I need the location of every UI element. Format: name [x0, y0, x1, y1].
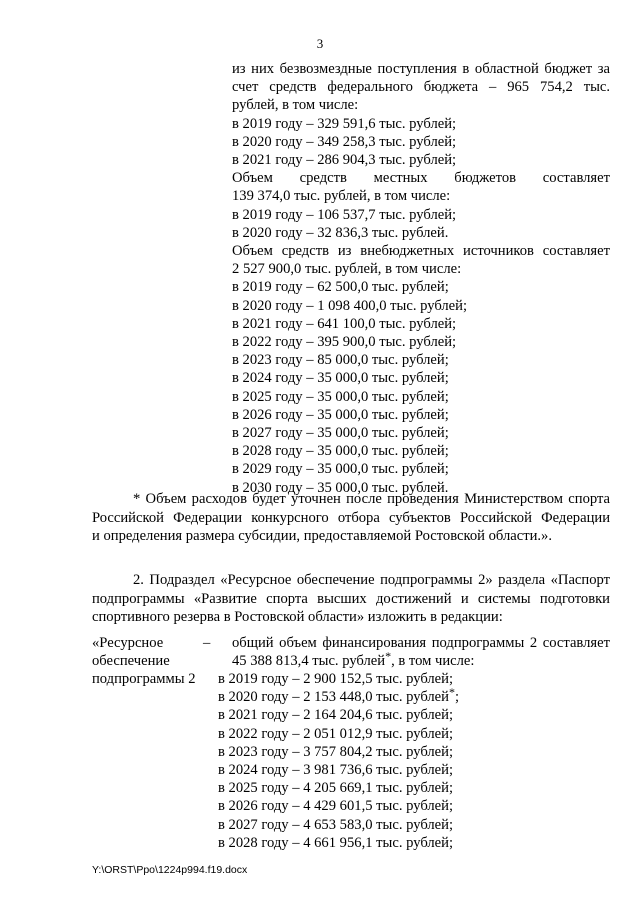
footnote-marker: * [448, 685, 455, 700]
text-line: в 2026 году – 35 000,0 тыс. рублей; [232, 406, 449, 423]
year-line: в 2023 году – 3 757 804,2 тыс. рублей; [218, 743, 454, 760]
text-line: спортивного резерва в Ростовской области» изложить в редакции: [92, 609, 503, 626]
text-line: рублей, в том числе: [232, 97, 359, 114]
resources-dash: – [203, 635, 211, 651]
year-line: в 2019 году – 2 900 152,5 тыс. рублей; [218, 671, 454, 687]
year-line: в 2021 году – 2 164 204,6 тыс. рублей; [218, 707, 454, 724]
year-line: в 2020 году – 2 153 448,0 тыс. рублей*; [218, 685, 460, 706]
text-line: в 2019 году – 329 591,6 тыс. рублей; [232, 115, 457, 132]
text-line: в 2027 году – 35 000,0 тыс. рублей; [232, 425, 449, 442]
text-line: в 2019 году – 106 537,7 тыс. рублей; [232, 206, 457, 223]
text-line: в 2019 году – 62 500,0 тыс. рублей; [232, 279, 449, 296]
text-line: в 2020 году – 32 836,3 тыс. рублей. [232, 224, 449, 241]
text-line: 2. Подраздел «Ресурсное обеспечение подпрограммы 2» раздела «Паспорт [133, 572, 610, 588]
year-line: в 2022 году – 2 051 012,9 тыс. рублей; [218, 725, 454, 742]
text-line: в 2021 году – 641 100,0 тыс. рублей; [232, 315, 457, 332]
text-line: 139 374,0 тыс. рублей, в том числе: [232, 188, 451, 205]
text-line: подпрограммы 2 [92, 671, 196, 688]
text-line: в 2020 году – 1 098 400,0 тыс. рублей; [232, 297, 468, 314]
text-line: 45 388 813,4 тыс. рублей*, в том числе: [232, 649, 475, 670]
page-number: 3 [316, 36, 324, 51]
text-line: в 2022 году – 395 900,0 тыс. рублей; [232, 334, 457, 351]
text-line: в 2030 году – 35 000,0 тыс. рублей. [232, 479, 449, 496]
section-2-paragraph [92, 571, 610, 627]
text-line: Объем средств из внебюджетных источников составляет [232, 243, 610, 260]
text-line: подпрограммы «Развитие спорта высших достижений и системы подготовки [92, 590, 610, 607]
text-line: счет средств федерального бюджета – 965 754,2 тыс. [232, 79, 610, 96]
text-line: в 2020 году – 349 258,3 тыс. рублей; [232, 133, 457, 150]
text-line: * Объем расходов будет уточнен после проведения Министерством спорта [133, 491, 610, 507]
text-line: Российской Федерации конкурсного отбора субъектов Российской Федерации [92, 509, 610, 526]
text-line: в 2024 году – 35 000,0 тыс. рублей; [232, 370, 449, 387]
text-line: 2 527 900,0 тыс. рублей, в том числе: [232, 261, 462, 278]
text-line: Объем средств местных бюджетов составляет [232, 170, 610, 187]
resources-years [218, 670, 459, 852]
financing-block [232, 60, 610, 497]
text-line: в 2029 году – 35 000,0 тыс. рублей; [232, 461, 449, 478]
year-line: в 2026 году – 4 429 601,5 тыс. рублей; [218, 798, 454, 815]
text-line: общий объем финансирования подпрограммы 2 составляет [232, 635, 610, 651]
text-line: в 2028 году – 35 000,0 тыс. рублей; [232, 443, 449, 460]
text-line: в 2023 году – 85 000,0 тыс. рублей; [232, 352, 449, 369]
text-line: обеспечение [92, 653, 170, 670]
year-line: в 2027 году – 4 653 583,0 тыс. рублей; [218, 816, 454, 833]
text-line: из них безвозмездные поступления в областной бюджет за [232, 61, 610, 77]
text-line: в 2025 году – 35 000,0 тыс. рублей; [232, 388, 449, 405]
text-line: и определения размера субсидии, предоставляемой Ростовской области.». [92, 528, 552, 545]
footnote-marker: * [385, 649, 392, 664]
resources-intro [232, 634, 610, 670]
file-path-footer: Y:\ORST\Ppo\1224p994.f19.docx [92, 864, 248, 876]
text-line: в 2021 году – 286 904,3 тыс. рублей; [232, 152, 457, 169]
year-line: в 2024 году – 3 981 736,6 тыс. рублей; [218, 762, 454, 779]
resources-label [92, 634, 207, 689]
year-line: в 2028 году – 4 661 956,1 тыс. рублей; [218, 834, 454, 851]
year-line: в 2025 году – 4 205 669,1 тыс. рублей; [218, 780, 454, 797]
footnote-paragraph [92, 490, 610, 546]
text-line: «Ресурсное [92, 635, 164, 651]
